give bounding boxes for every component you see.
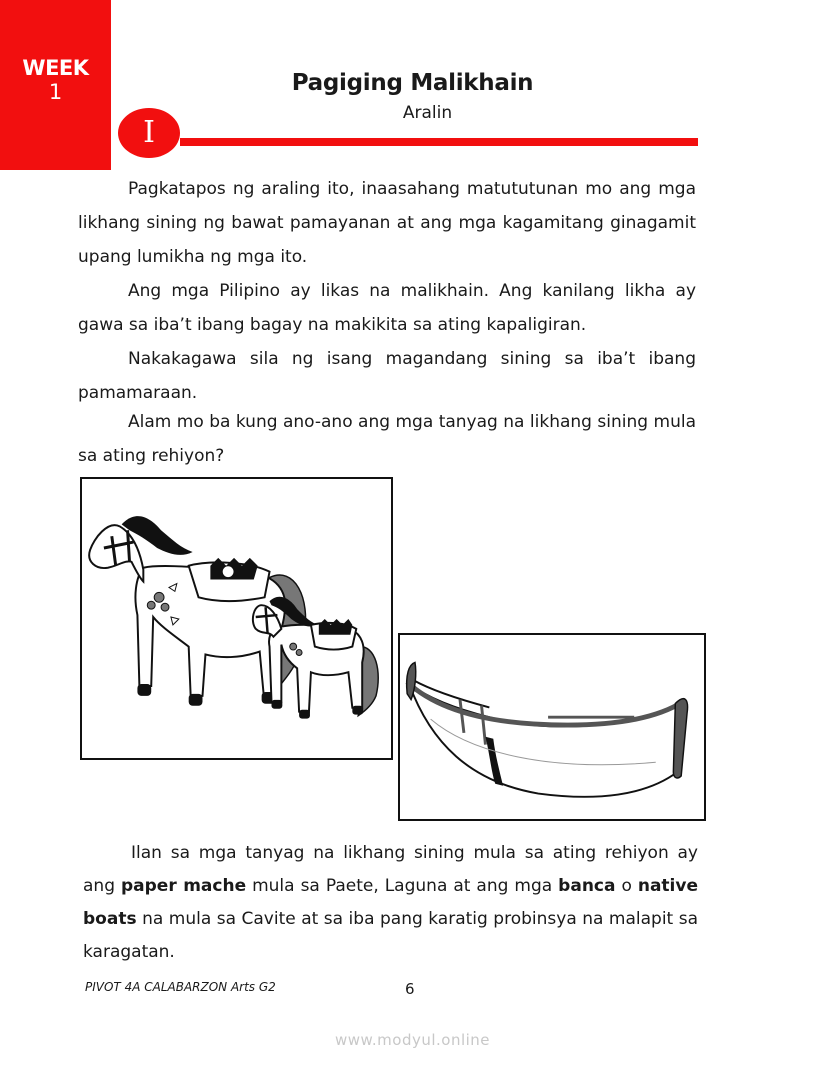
term-banca: banca	[558, 876, 616, 896]
banca-boat-image	[398, 633, 706, 821]
footer-source: PIVOT 4A CALABARZON Arts G2	[85, 980, 276, 994]
term-paper-mache: paper mache	[120, 876, 247, 896]
paragraph-filipinos: Ang mga Pilipino ay likas na malikhain. Ang kanilang likha ay gawa sa iba’t ibang bagay na makikita sa ating kapaligiran.	[78, 281, 696, 335]
boat-illustration	[400, 635, 704, 819]
lesson-subtitle: Aralin	[402, 103, 453, 123]
week-label: WEEK	[22, 56, 89, 80]
paragraph-question: Alam mo ba kung ano-ano ang mga tanyag na likhang sining mula sa ating rehiyon?	[78, 412, 696, 466]
horses-illustration	[82, 479, 391, 758]
lesson-marker-badge: I	[118, 108, 180, 158]
paragraph-closing: Ilan sa mga tanyag na likhang sining mula sa ating rehiyon ay ang paper mache mula sa Paete, Laguna at ang mga banca o native boats na mula sa Cavite at sa iba pang karatig probinsya na malapit sa karagatan.	[83, 843, 698, 962]
page-number: 6	[405, 980, 415, 998]
title-divider	[180, 138, 698, 146]
week-number: 1	[48, 80, 63, 104]
lesson-title: Pagiging Malikhain	[291, 70, 534, 96]
paragraph-methods: Nakakagawa sila ng isang magandang sining sa iba’t ibang pamamaraan.	[78, 349, 696, 403]
paragraph-intro: Pagkatapos ng araling ito, inaasahang matututunan mo ang mga likhang sining ng bawat pamayanan at ang mga kagamitang ginagamit upang lumikha ng mga ito.	[78, 179, 696, 267]
term-native-boats: native boats	[83, 876, 698, 929]
watermark-text: www.modyul.online	[334, 1031, 491, 1049]
paper-mache-horses-image	[80, 477, 393, 760]
